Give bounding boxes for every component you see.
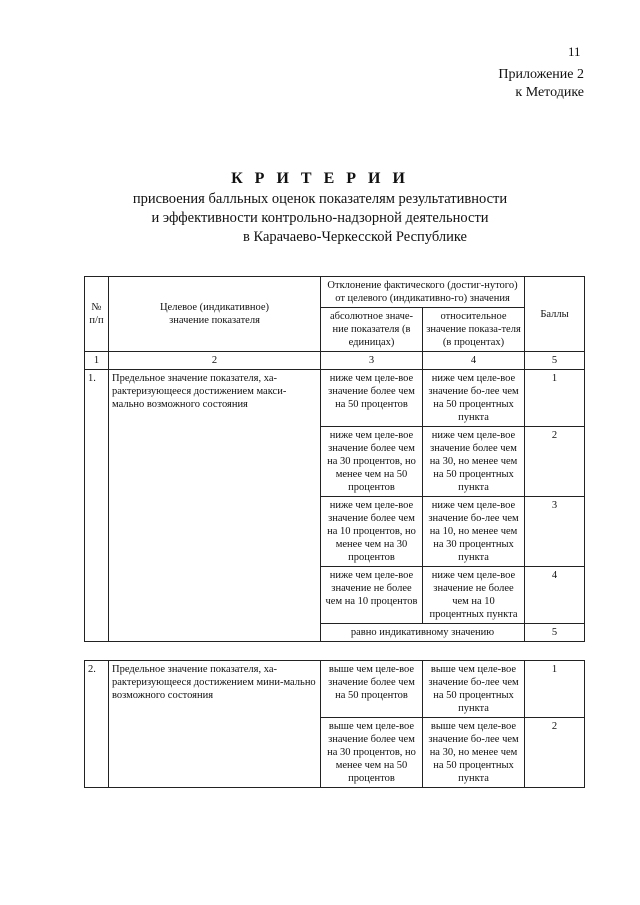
- header-score: Баллы: [525, 277, 585, 352]
- section-gap-cell: [85, 642, 585, 661]
- col-number-4: 4: [423, 352, 525, 370]
- score-value: 4: [525, 567, 585, 624]
- page-number: 11: [568, 44, 581, 59]
- col-number-5: 5: [525, 352, 585, 370]
- header-target: Целевое (индикативное) значение показателя: [109, 277, 321, 352]
- score-value: 3: [525, 497, 585, 567]
- relative-criterion: ниже чем целе-вое значение бо-лее чем на 50 процентных пункта: [423, 370, 525, 427]
- relative-criterion: ниже чем целе-вое значение более чем на 30, но менее чем на 50 процентных пункта: [423, 427, 525, 497]
- score-value: 1: [525, 370, 585, 427]
- section-gap: [85, 642, 585, 661]
- subtitle-line-3: в Карачаево-Черкесской Республике: [243, 229, 467, 245]
- absolute-criterion: выше чем целе-вое значение более чем на 30 процентов, но менее чем на 50 процентов: [321, 718, 423, 788]
- absolute-criterion: ниже чем целе-вое значение более чем на 30 процентов, но менее чем на 50 процентов: [321, 427, 423, 497]
- score-value: 1: [525, 661, 585, 718]
- indicator-description: Предельное значение показателя, ха-рактеризующееся достижением макси-мально возможного состояния: [109, 370, 321, 642]
- header-num: № п/п: [85, 277, 109, 352]
- row-number: 1.: [85, 370, 109, 642]
- document-subtitle: [0, 190, 640, 247]
- criteria-row: [85, 661, 585, 718]
- header-absolute: абсолютное значе-ние показателя (в единицах): [321, 308, 423, 352]
- score-value: 2: [525, 427, 585, 497]
- header-row: [85, 277, 585, 308]
- relative-criterion: ниже чем целе-вое значение не более чем на 10 процентных пункта: [423, 567, 525, 624]
- col-number-3: 3: [321, 352, 423, 370]
- column-numbers-row: [85, 352, 585, 370]
- subtitle-line-1: присвоения балльных оценок показателям результативности: [132, 191, 508, 207]
- header-relative: относительное значение показа-теля (в процентах): [423, 308, 525, 352]
- score-value: 2: [525, 718, 585, 788]
- absolute-criterion: ниже чем целе-вое значение не более чем на 10 процентов: [321, 567, 423, 624]
- relative-criterion: выше чем целе-вое значение бо-лее чем на 30, но менее чем на 50 процентных пункта: [423, 718, 525, 788]
- criteria-row: [85, 370, 585, 427]
- appendix-line-1: Приложение 2: [498, 67, 584, 82]
- absolute-criterion: ниже чем целе-вое значение более чем на 10 процентов, но менее чем на 30 процентов: [321, 497, 423, 567]
- indicator-description: Предельное значение показателя, ха-рактеризующееся достижением мини-мально возможного состояния: [109, 661, 321, 788]
- relative-criterion: ниже чем целе-вое значение бо-лее чем на 10, но менее чем на 30 процентных пункта: [423, 497, 525, 567]
- row-number: 2.: [85, 661, 109, 788]
- score-value: 5: [525, 624, 585, 642]
- relative-criterion: выше чем целе-вое значение бо-лее чем на 50 процентных пункта: [423, 661, 525, 718]
- document-title: К Р И Т Е Р И И: [231, 170, 409, 187]
- subtitle-line-2: и эффективности контрольно-надзорной деятельности: [151, 210, 489, 226]
- appendix-line-2: к Методике: [515, 85, 584, 100]
- appendix-reference: [498, 66, 584, 102]
- absolute-criterion: выше чем целе-вое значение более чем на 50 процентов: [321, 661, 423, 718]
- equal-criterion: равно индикативному значению: [321, 624, 525, 642]
- col-number-2: 2: [109, 352, 321, 370]
- col-number-1: 1: [85, 352, 109, 370]
- header-deviation: Отклонение фактического (достиг-нутого) от целевого (индикативно-го) значения: [321, 277, 525, 308]
- criteria-table: [84, 276, 585, 788]
- absolute-criterion: ниже чем целе-вое значение более чем на 50 процентов: [321, 370, 423, 427]
